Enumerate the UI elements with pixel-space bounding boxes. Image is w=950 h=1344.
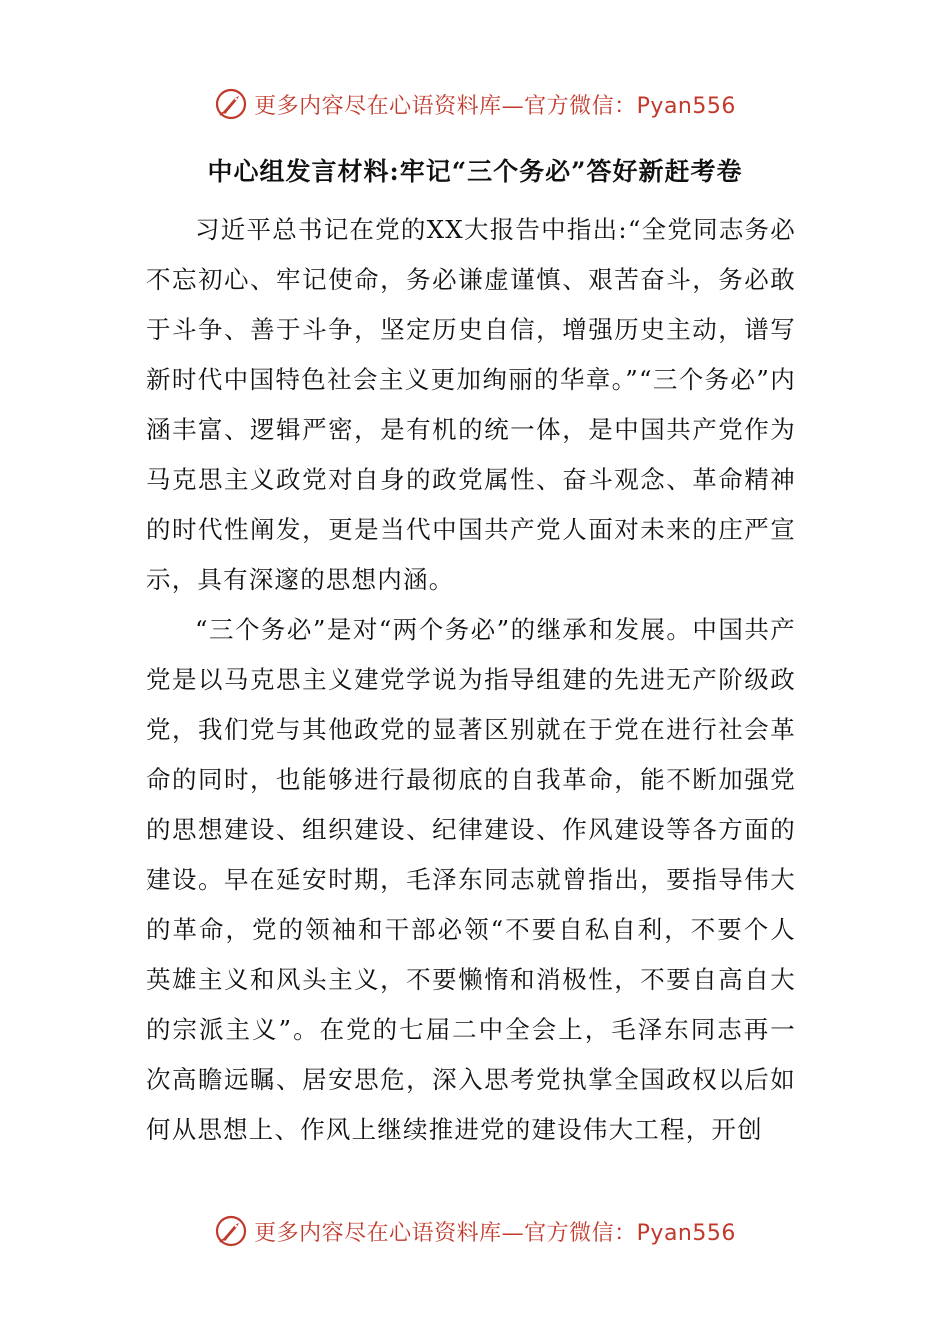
header-banner-label: 更多内容尽在心语资料库—官方微信： <box>254 93 637 119</box>
paragraph-2: “三个务必”是对“两个务必”的继承和发展。中国共产党是以马克思主义建党学说为指导组建的先进无产阶级政党，我们党与其他政党的显著区别就在于党在进行社会革命的同时，也能够进行最彻底的自我革命，能不断加强党的思想建设、组织建设、纪律建设、作风建设等各方面的建设。早在延安时期，毛泽东同志就曾指出，要指导伟大的革命，党的领袖和干部必领“不要自私自利，不要个人英雄主义和风头主义，不要懒惰和消极性，不要自高自大的宗派主义”。在党的七届二中全会上，毛泽东同志再一次高瞻远瞩、居安思危，深入思考党执掌全国政权以后如何从思想上、作风上继续推进党的建设伟大工程，开创 <box>146 615 796 1144</box>
paragraph-1: 习近平总书记在党的XX大报告中指出:“全党同志务必不忘初心、牢记使命，务必谦虚谨慎、艰苦奋斗，务必敢于斗争、善于斗争，坚定历史自信，增强历史主动，谱写新时代中国特色社会主义更加绚丽的华章。”“三个务必”内涵丰富、逻辑严密，是有机的统一体，是中国共产党作为马克思主义政党对自身的政党属性、奋斗观念、革命精神的时代性阐发，更是当代中国共产党人面对未来的庄严宣示，具有深邃的思想内涵。 <box>146 215 796 594</box>
document-body <box>146 205 796 1155</box>
pen-nib-logo-icon <box>214 1214 248 1248</box>
document-title: 中心组发言材料:牢记“三个务必”答好新赶考卷 <box>207 157 743 186</box>
header-banner <box>0 84 950 124</box>
header-banner-text <box>254 89 736 120</box>
footer-banner-label: 更多内容尽在心语资料库—官方微信： <box>254 1220 637 1246</box>
footer-banner-text <box>254 1216 736 1247</box>
footer-banner <box>0 1211 950 1251</box>
pen-nib-logo-icon <box>214 87 248 121</box>
header-wechat-id: Pyan556 <box>636 93 736 119</box>
footer-wechat-id: Pyan556 <box>636 1220 736 1246</box>
